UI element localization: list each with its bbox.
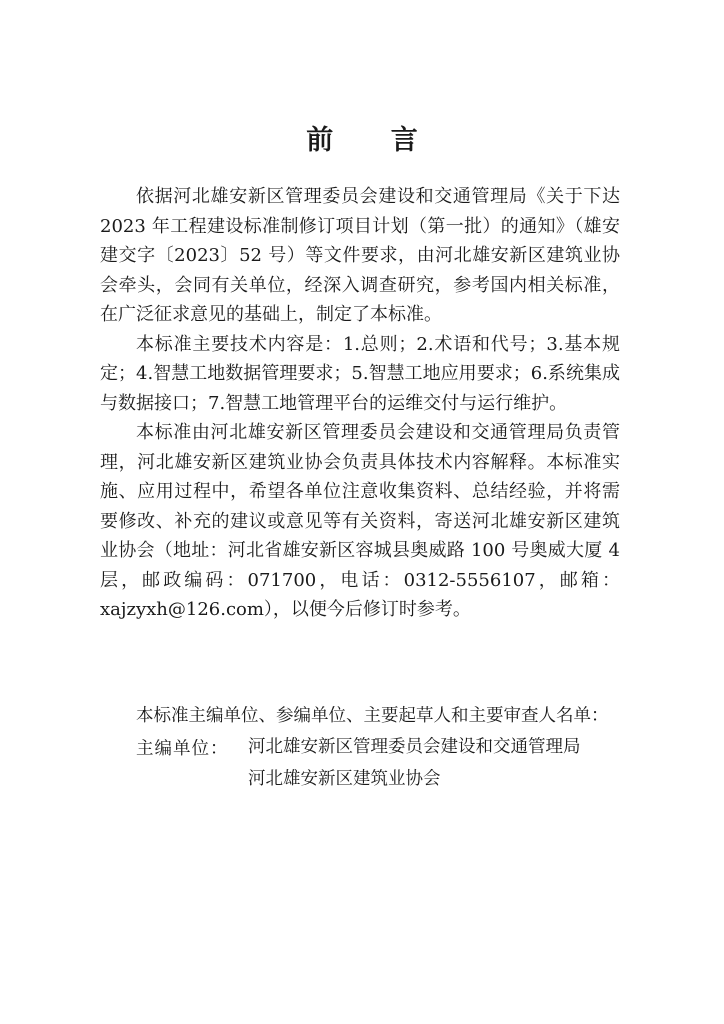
paragraph-basis: 依据河北雄安新区管理委员会建设和交通管理局《关于下达2023 年工程建设标准制修订项目计划（第一批）的通知》（雄安建交字〔2023〕52 号）等文件要求，由河北雄安新区建筑业协会牵头，会同有关单位，经深入调查研究，参考国内相关标准，在广泛征求意见的基础上，制定了本标准。 (100, 186, 620, 325)
page-title: 前 言 (306, 125, 442, 156)
chief-editor-units (248, 731, 581, 795)
chief-editor-label: 主编单位： (136, 739, 229, 759)
paragraph-technical-content: 本标准主要技术内容是：1.总则；2.术语和代号；3.基本规定；4.智慧工地数据管理要求；5.智慧工地应用要求；6.系统集成与数据接口；7.智慧工地管理平台的运维交付与运行维护。 (100, 333, 620, 414)
chief-editor-unit: 河北雄安新区建筑业协会 (248, 769, 441, 789)
chief-editor-unit: 河北雄安新区管理委员会建设和交通管理局 (248, 737, 581, 757)
paragraph-management: 本标准由河北雄安新区管理委员会建设和交通管理局负责管理，河北雄安新区建筑业协会负责具体技术内容解释。本标准实施、应用过程中，希望各单位注意收集资料、总结经验，并将需要修改、补充的建议或意见等有关资料，寄送河北雄安新区建筑业协会（地址：河北省雄安新区容城县奥威路 100 号奥威大厦 4层，邮政编码：071700，电话：0312-5556107，邮箱：xajzyxh@126.com），以便今后修订时参考。 (100, 422, 620, 620)
units-heading: 本标准主编单位、参编单位、主要起草人和主要审查人名单： (136, 706, 609, 726)
preface-body (100, 182, 620, 625)
chief-editor-row (136, 735, 581, 795)
